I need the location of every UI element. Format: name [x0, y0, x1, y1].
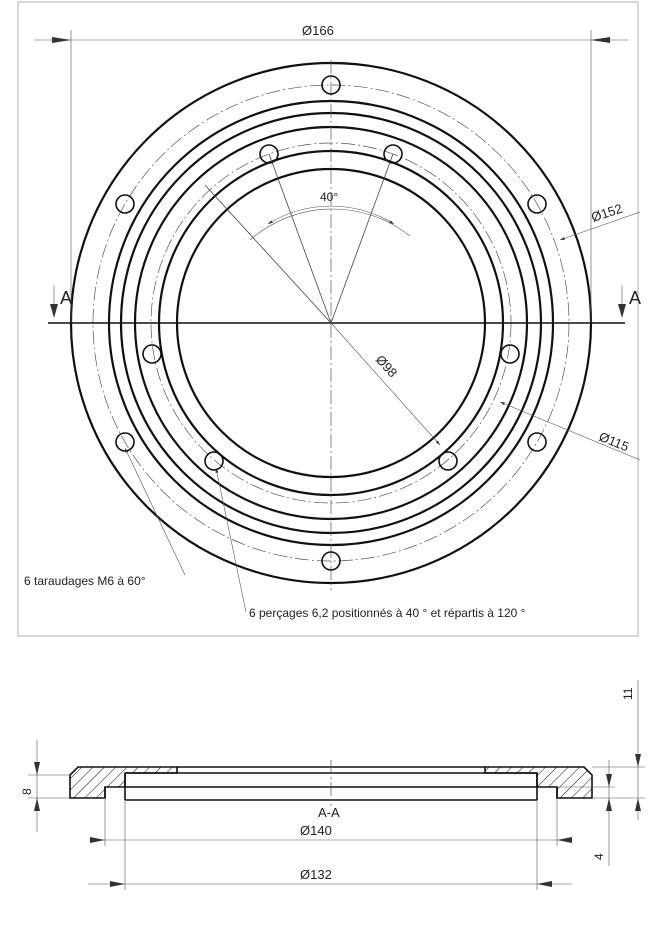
section-view	[20, 680, 645, 890]
angle-label: 40°	[320, 190, 339, 204]
h4-label: 4	[592, 853, 606, 860]
angle-line-right	[331, 154, 393, 323]
diagonal-line	[205, 185, 331, 323]
d152-label: Ø152	[589, 200, 625, 225]
section-hatch-right	[485, 767, 592, 798]
d166-arrow-right	[591, 37, 610, 43]
tapped-note-leader	[125, 448, 185, 575]
h11-label: 11	[621, 687, 635, 700]
d98-dim-line	[331, 323, 440, 445]
drilled-hole	[439, 452, 457, 470]
section-letter-right: A	[629, 288, 642, 308]
d166-label: Ø166	[302, 23, 334, 38]
drilled-note-leader	[216, 468, 246, 612]
drilled-hole	[205, 452, 223, 470]
section-marker-left	[50, 285, 72, 318]
tapped-hole	[116, 195, 134, 213]
top-view-frame	[18, 2, 638, 636]
d140-label: Ø140	[300, 823, 332, 838]
drilled-hole	[143, 345, 161, 363]
top-view	[24, 23, 641, 620]
h8-label: 8	[20, 788, 34, 795]
section-label: A-A	[318, 805, 340, 820]
angle-line-left	[269, 154, 331, 323]
section-letter-left: A	[60, 288, 73, 308]
angle-arc-ext	[250, 209, 410, 240]
d132-label: Ø132	[300, 867, 332, 882]
section-hatch-left	[70, 767, 177, 798]
d98-label: Ø98	[372, 351, 401, 381]
tapped-note: 6 taraudages M6 à 60°	[24, 574, 146, 588]
d166-arrow-left	[52, 37, 71, 43]
drilled-hole	[501, 345, 519, 363]
drilled-note: 6 perçages 6,2 positionnés à 40 ° et répartis à 120 °	[249, 606, 526, 620]
tapped-hole	[528, 433, 546, 451]
d115-label: Ø115	[596, 428, 632, 455]
